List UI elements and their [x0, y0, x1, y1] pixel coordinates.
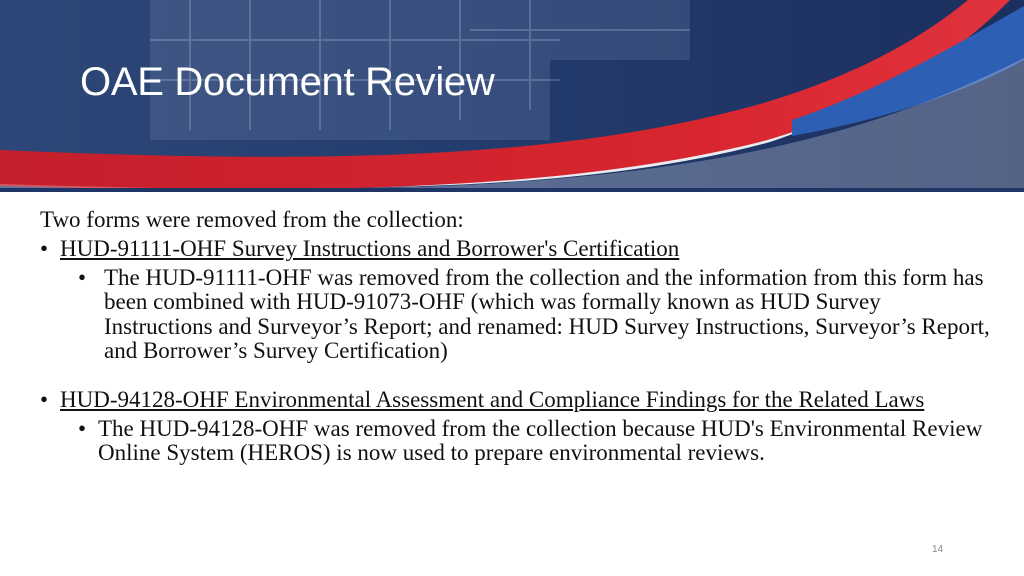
- page-number: 14: [932, 544, 944, 555]
- bullet-icon: •: [78, 415, 87, 441]
- list-item: [40, 388, 990, 412]
- slide-content: [40, 208, 990, 465]
- form-detail-text: The HUD-91111-OHF was removed from the collection and the information from this form has been combined with HUD-91073-OHF (which was formally known as HUD Survey Instructions and Surveyor’s Report; and renamed: HUD Survey Instructions, Surveyor’s Report, and Borrower’s Survey Certification): [104, 264, 990, 363]
- form-title-link[interactable]: HUD-94128-OHF Environmental Assessment and Compliance Findings for the Related Laws: [60, 387, 925, 413]
- bullet-icon: •: [40, 236, 49, 262]
- bullet-icon: •: [40, 387, 49, 413]
- bullet-icon: •: [78, 264, 87, 290]
- sub-list-item: [78, 417, 990, 466]
- spacer: [40, 363, 990, 388]
- header-banner: [0, 0, 1024, 192]
- form-detail-text: The HUD-94128-OHF was removed from the collection because HUD's Environmental Review Online System (HEROS) is now used to prepare environmental reviews.: [98, 415, 983, 465]
- intro-text: Two forms were removed from the collection:: [40, 207, 464, 232]
- sub-list-item: [78, 266, 990, 364]
- form-title-link[interactable]: HUD-91111-OHF Survey Instructions and Borrower's Certification: [60, 236, 680, 262]
- list-item: [40, 237, 990, 261]
- page-title: OAE Document Review: [80, 60, 495, 104]
